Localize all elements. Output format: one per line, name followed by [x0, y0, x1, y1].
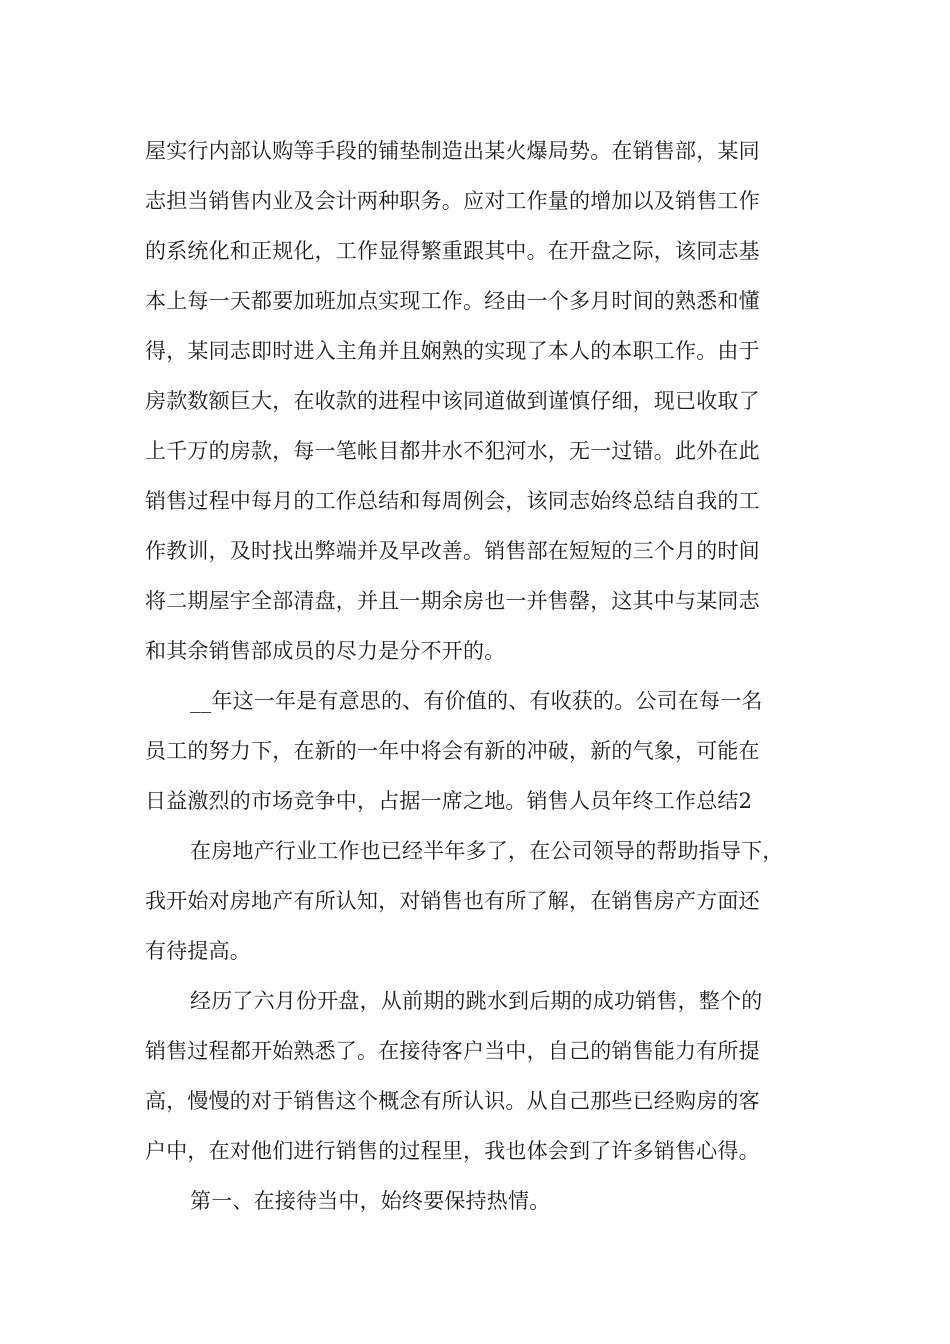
text-line: 员工的努力下，在新的一年中将会有新的冲破，新的气象，可能在 — [145, 739, 760, 763]
text-line: 房款数额巨大，在收款的进程中该同道做到谨慎仔细，现已收取了 — [145, 389, 760, 413]
text-line: 户中，在对他们进行销售的过程里，我也体会到了许多销售心得。 — [145, 1139, 760, 1163]
text-line: 销售过程中每月的工作总结和每周例会，该同志始终总结自我的工 — [145, 489, 760, 513]
text-line: 有待提高。 — [145, 939, 251, 963]
text-line: 上千万的房款，每一笔帐目都井水不犯河水，无一过错。此外在此 — [145, 439, 760, 463]
text-line: 销售过程都开始熟悉了。在接待客户当中，自己的销售能力有所提 — [145, 1039, 760, 1063]
text-line: __年这一年是有意思的、有价值的、有收获的。公司在每一名 — [190, 689, 763, 713]
text-line: 作教训，及时找出弊端并及早改善。销售部在短短的三个月的时间 — [145, 539, 760, 563]
text-line: 高，慢慢的对于销售这个概念有所认识。从自己那些已经购房的客 — [145, 1089, 760, 1113]
text-line: 得，某同志即时进入主角并且娴熟的实现了本人的本职工作。由于 — [145, 339, 760, 363]
text-line: 第一、在接待当中，始终要保持热情。 — [190, 1189, 551, 1213]
text-line: 在房地产行业工作也已经半年多了，在公司领导的帮助指导下， — [190, 839, 784, 863]
text-line: 我开始对房地产有所认知，对销售也有所了解，在销售房产方面还 — [145, 889, 760, 913]
text-line: 经历了六月份开盘，从前期的跳水到后期的成功销售，整个的 — [190, 989, 763, 1013]
text-line: 和其余销售部成员的尽力是分不开的。 — [145, 639, 506, 663]
text-line: 将二期屋宇全部清盘，并且一期余房也一并售罄，这其中与某同志 — [145, 589, 760, 613]
text-line: 志担当销售内业及会计两种职务。应对工作量的增加以及销售工作 — [145, 189, 760, 213]
text-line: 日益激烈的市场竞争中，占据一席之地。销售人员年终工作总结2 — [145, 789, 753, 813]
text-line: 本上每一天都要加班加点实现工作。经由一个多月时间的熟悉和懂 — [145, 289, 760, 313]
text-line: 的系统化和正规化，工作显得繁重跟其中。在开盘之际，该同志基 — [145, 239, 760, 263]
text-line: 屋实行内部认购等手段的铺垫制造出某火爆局势。在销售部，某同 — [145, 139, 760, 163]
